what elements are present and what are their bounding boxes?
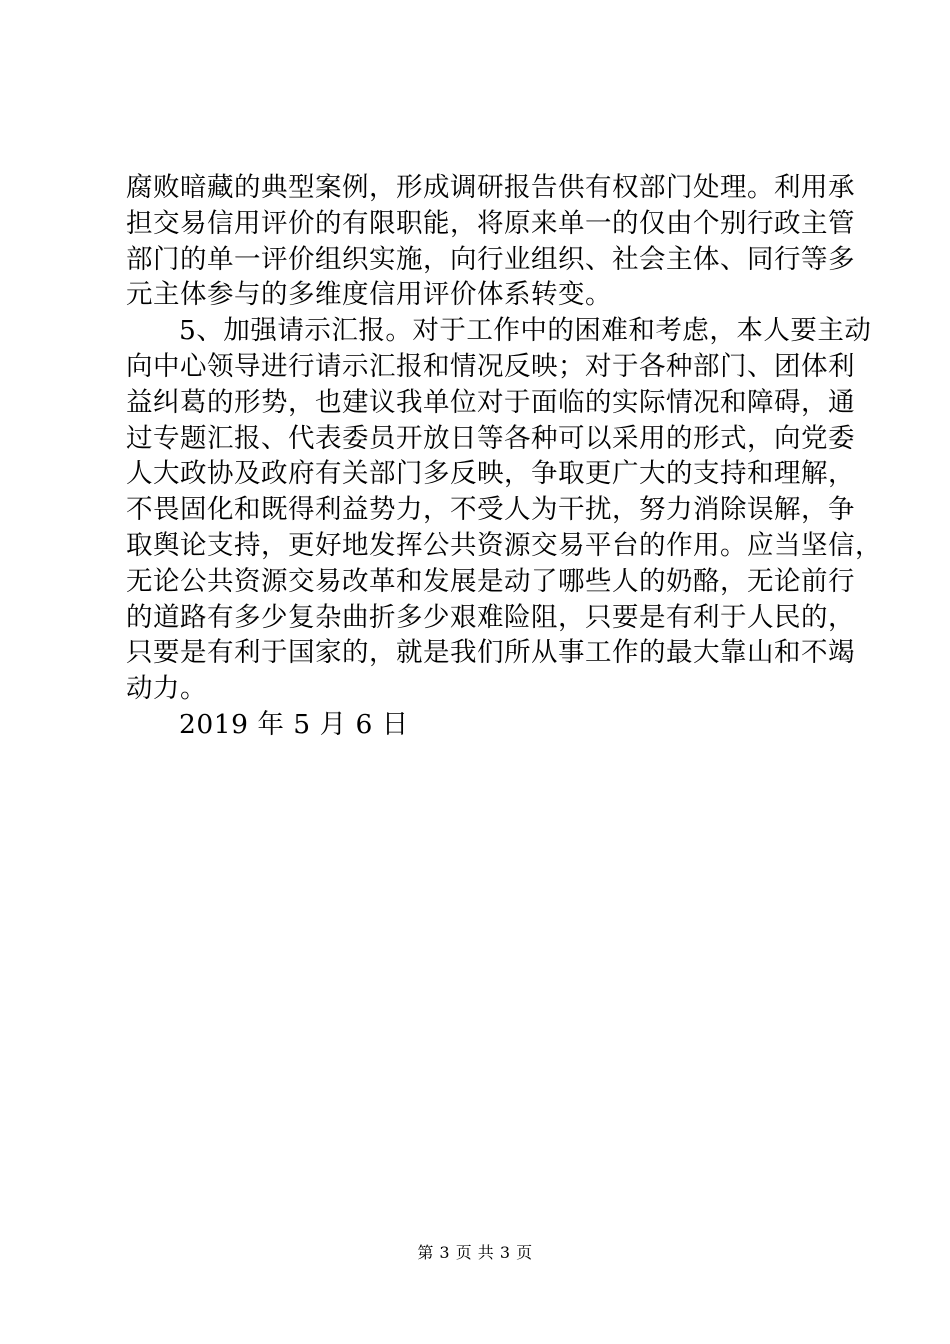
paragraph-line: 腐败暗藏的典型案例，形成调研报告供有权部门处理。利用承 bbox=[126, 172, 855, 203]
paragraph-line: 人大政协及政府有关部门多反映，争取更广大的支持和理解， bbox=[126, 458, 855, 490]
paragraph-line: 取舆论支持，更好地发挥公共资源交易平台的作用。应当坚信， bbox=[126, 529, 882, 561]
document-body bbox=[126, 170, 882, 743]
paragraph-line: 只要是有利于国家的，就是我们所从事工作的最大靠山和不竭 bbox=[126, 637, 855, 669]
paragraph-line: 过专题汇报、代表委员开放日等各种可以采用的形式，向党委 bbox=[126, 422, 855, 454]
paragraph-line: 担交易信用评价的有限职能，将原来单一的仅由个别行政主管 bbox=[126, 207, 855, 239]
paragraph-line: 5、加强请示汇报。对于工作中的困难和考虑，本人要主动 bbox=[179, 315, 872, 347]
paragraph-line: 部门的单一评价组织实施，向行业组织、社会主体、同行等多 bbox=[126, 243, 855, 275]
paragraph-line: 的道路有多少复杂曲折多少艰难险阻，只要是有利于人民的， bbox=[126, 601, 855, 633]
paragraph-line: 益纠葛的形势，也建议我单位对于面临的实际情况和障碍，通 bbox=[126, 386, 855, 418]
paragraph-line: 元主体参与的多维度信用评价体系转变。 bbox=[126, 279, 612, 311]
paragraph-line: 动力。 bbox=[126, 673, 207, 705]
paragraph-line: 向中心领导进行请示汇报和情况反映；对于各种部门、团体利 bbox=[126, 350, 855, 382]
page-number-footer: 第 3 页 共 3 页 bbox=[417, 1243, 533, 1262]
paragraph-line: 无论公共资源交易改革和发展是动了哪些人的奶酪，无论前行 bbox=[126, 565, 855, 597]
paragraph-line: 不畏固化和既得利益势力，不受人为干扰，努力消除误解，争 bbox=[126, 494, 855, 526]
document-date: 2019 年 5 月 6 日 bbox=[179, 708, 409, 740]
